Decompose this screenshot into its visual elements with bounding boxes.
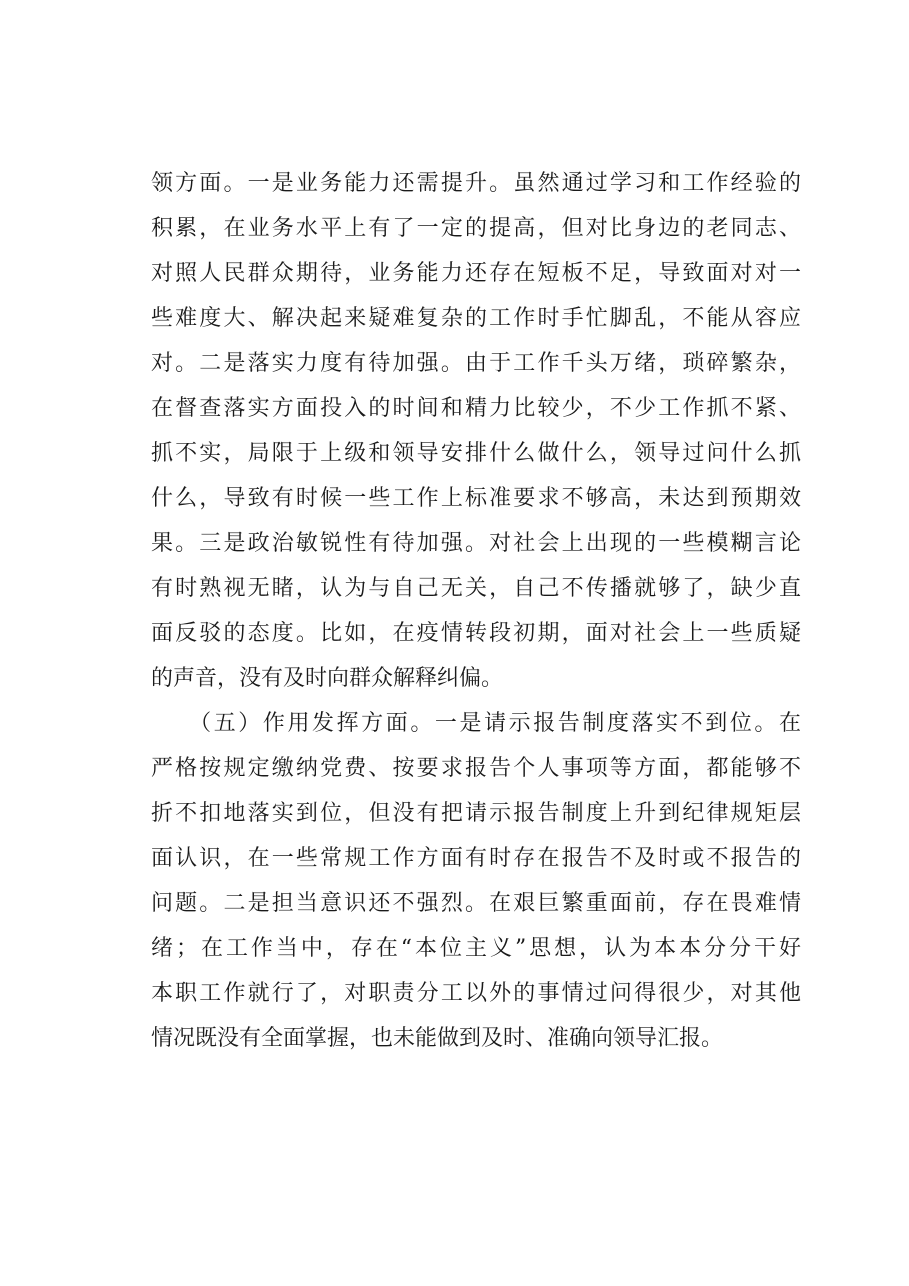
paragraph-1-line-6: 在督查落实方面投入的时间和精力比较少，不少工作抓不紧、 [151,396,801,421]
paragraph-2-line-1: （五）作用发挥方面。一是请示报告制度落实不到位。在 [151,711,801,736]
paragraph-1-line-9: 果。三是政治敏锐性有待加强。对社会上出现的一些模糊言论 [151,531,801,556]
paragraph-1-line-1: 领方面。一是业务能力还需提升。虽然通过学习和工作经验的 [151,171,801,196]
paragraph-2-line-6: 绪；在工作当中，存在“本位主义”思想，认为本本分分干好 [151,936,801,961]
paragraph-1-line-3: 对照人民群众期待，业务能力还存在短板不足，导致面对对一 [151,261,801,286]
paragraph-1-line-4: 些难度大、解决起来疑难复杂的工作时手忙脚乱，不能从容应 [151,306,801,331]
paragraph-2-line-3: 折不扣地落实到位，但没有把请示报告制度上升到纪律规矩层 [151,801,801,826]
paragraph-1-line-10: 有时熟视无睹，认为与自己无关，自己不传播就够了，缺少直 [151,576,801,601]
paragraph-1-line-2: 积累，在业务水平上有了一定的提高，但对比身边的老同志、 [151,216,801,241]
paragraph-1-line-8: 什么，导致有时候一些工作上标准要求不够高，未达到预期效 [151,486,801,511]
paragraph-2-line-4: 面认识，在一些常规工作方面有时存在报告不及时或不报告的 [151,846,801,871]
paragraph-2-line-7: 本职工作就行了，对职责分工以外的事情过问得很少，对其他 [151,981,801,1006]
paragraph-2-line-2: 严格按规定缴纳党费、按要求报告个人事项等方面，都能够不 [151,756,801,781]
paragraph-1-line-11: 面反驳的态度。比如，在疫情转段初期，面对社会上一些质疑 [151,621,801,646]
paragraph-2-line-8: 情况既没有全面掌握，也未能做到及时、准确向领导汇报。 [151,1026,724,1051]
paragraph-1-line-5: 对。二是落实力度有待加强。由于工作千头万绪，琐碎繁杂， [151,351,801,376]
paragraph-2-line-5: 问题。二是担当意识还不强烈。在艰巨繁重面前，存在畏难情 [151,891,801,916]
paragraph-1-line-12: 的声音，没有及时向群众解释纠偏。 [151,666,504,691]
paragraph-1-line-7: 抓不实，局限于上级和领导安排什么做什么，领导过问什么抓 [151,441,801,466]
